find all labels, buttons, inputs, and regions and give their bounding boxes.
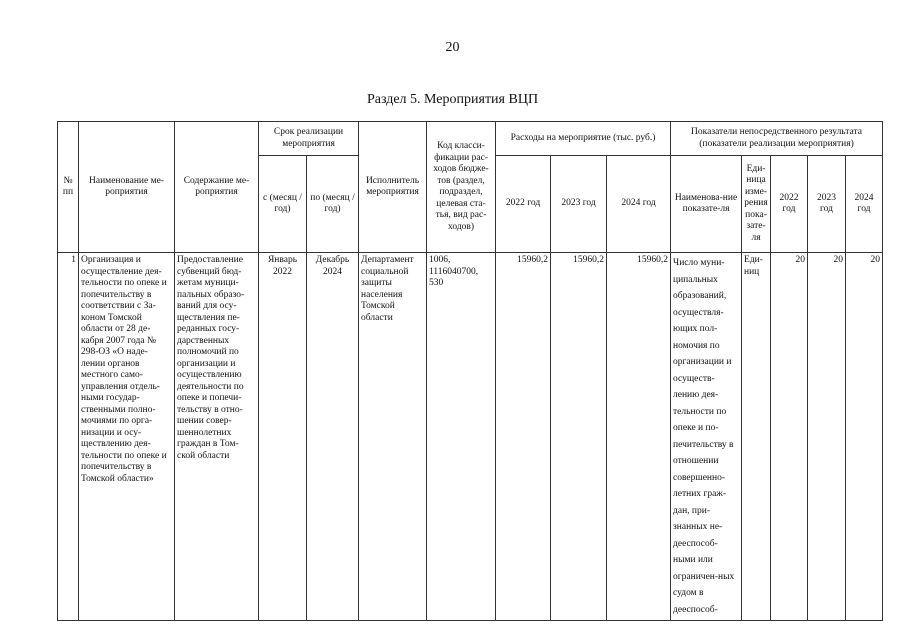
cell-ind-name: Число муни-ципальных образований, осуществля-ющих пол-номочия по организации и осуществ-лению дея-тельности по опеке и по-печительству в отношении совершенно-летних граж-дан, при-знанных не-дееспособ-ными или ограничен-ных судом в дееспособ-	[671, 253, 742, 621]
cell-period-from: Январь 2022	[259, 253, 307, 621]
header-period-to: по (месяц / год)	[307, 156, 359, 253]
table-row	[58, 253, 883, 621]
cell-code: 1006, 1116040700, 530	[427, 253, 496, 621]
activities-table	[57, 121, 883, 621]
header-exp-2023: 2023 год	[551, 156, 607, 253]
cell-ind-2023: 20	[808, 253, 846, 621]
header-row-1	[58, 122, 883, 156]
cell-content: Предоставление субвенций бюд-жетам муници-пальных образо-ваний для осу-ществления пе-реданных госу-дарственных полномочий по организации и осуществлению деятельности по опеке и попечи-тельству в отно-шении совер-шеннолетних граждан в Том-ской области	[175, 253, 259, 621]
cell-num: 1	[58, 253, 79, 621]
header-exp-2022: 2022 год	[496, 156, 551, 253]
cell-ind-2024: 20	[846, 253, 883, 621]
header-exp-2024: 2024 год	[607, 156, 671, 253]
cell-exp-2024: 15960,2	[607, 253, 671, 621]
cell-exp-2023: 15960,2	[551, 253, 607, 621]
header-period-group: Срок реализации мероприятия	[259, 122, 359, 156]
header-name: Наименование ме-роприятия	[79, 122, 175, 253]
header-executor: Исполнитель мероприятия	[359, 122, 427, 253]
cell-executor: Департамент социальной защиты населения Томской области	[359, 253, 427, 621]
header-num: № пп	[58, 122, 79, 253]
header-period-from: с (месяц / год)	[259, 156, 307, 253]
header-ind-2022: 2022 год	[771, 156, 808, 253]
section-title: Раздел 5. Мероприятия ВЦП	[366, 92, 539, 107]
cell-name: Организация и осуществление дея-тельности по опеке и попечительству в соответствии с За-коном Томской области от 28 де-кабря 2007 года № 298-ОЗ «О наде-лении органов местного само-управления отдель-ными государ-ственными полно-мочиями по орга-низации и осу-ществлению дея-тельности по опеке и попечительству в Томской области»	[79, 253, 175, 621]
header-ind-name: Наименова-ние показате-ля	[671, 156, 742, 253]
cell-ind-unit: Еди-ниц	[742, 253, 771, 621]
header-indicators-group: Показатели непосредственного результата (показатели реализации мероприятия)	[671, 122, 883, 156]
header-ind-unit: Еди-ница изме-рения пока-зате-ля	[742, 156, 771, 253]
header-content: Содержание ме-роприятия	[175, 122, 259, 253]
cell-ind-2022: 20	[771, 253, 808, 621]
header-ind-2024: 2024 год	[846, 156, 883, 253]
header-code: Код класси-фикации рас-ходов бюдже-тов (раздел, подраздел, целевая ста-тья, вид рас-ходов)	[427, 122, 496, 253]
page-number: 20	[445, 40, 460, 55]
header-ind-2023: 2023 год	[808, 156, 846, 253]
cell-exp-2022: 15960,2	[496, 253, 551, 621]
header-expenses-group: Расходы на мероприятие (тыс. руб.)	[496, 122, 671, 156]
cell-period-to: Декабрь 2024	[307, 253, 359, 621]
